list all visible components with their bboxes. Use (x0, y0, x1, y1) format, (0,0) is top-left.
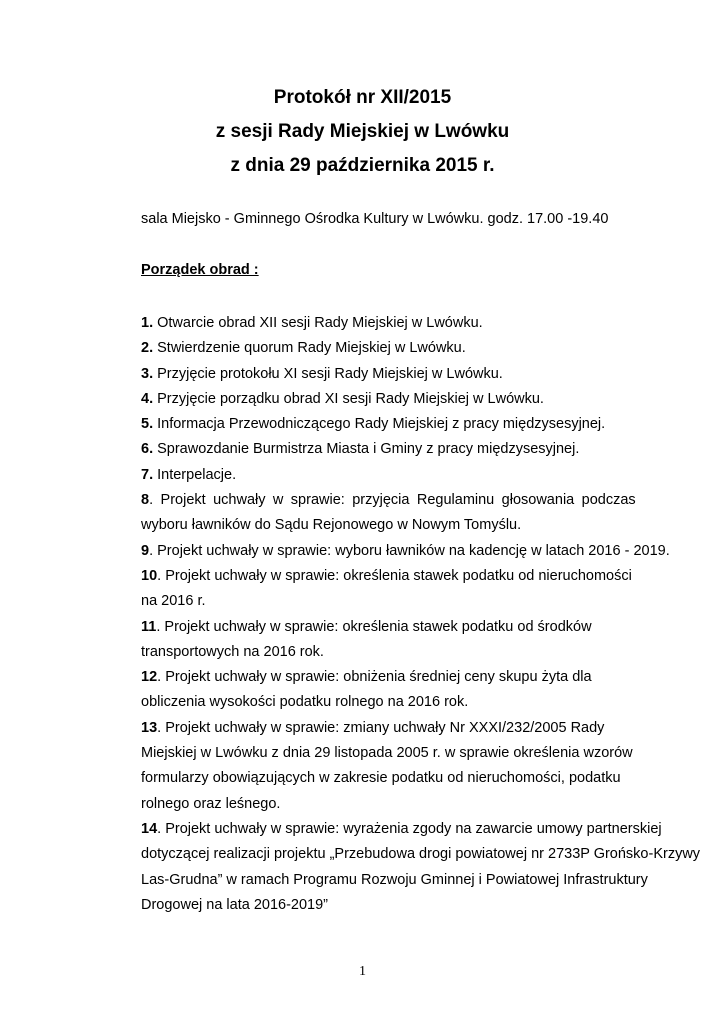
agenda-item-text: Stwierdzenie quorum Rady Miejskiej w Lwówku. (153, 340, 466, 357)
agenda-item-first-line (141, 336, 711, 361)
agenda-item-number: 11 (141, 618, 157, 635)
agenda-item-number: 4. (141, 390, 154, 407)
agenda-item-text: Interpelacje. (153, 466, 237, 483)
agenda-item-continuation-line (141, 893, 711, 918)
agenda-item (141, 437, 711, 462)
agenda-item-text: Drogowej na lata 2016-2019” (141, 896, 329, 913)
agenda-item-text: . Projekt uchwały w sprawie: określenia stawek podatku od nieruchomości (157, 567, 632, 584)
agenda-item-first-line (141, 412, 711, 437)
agenda-item-text: na 2016 r. (141, 593, 206, 610)
agenda-item-text: Przyjęcie porządku obrad XI sesji Rady Miejskiej w Lwówku. (153, 390, 544, 407)
title-line-3: z dnia 29 października 2015 r. (230, 155, 495, 176)
agenda-item (141, 665, 711, 716)
agenda-item-first-line (141, 437, 711, 462)
agenda-item-text: . Projekt uchwały w sprawie: przyjęcia Regulaminu głosowania podczas (149, 492, 636, 509)
agenda-item-continuation-line (141, 741, 711, 766)
agenda-item-continuation-line (141, 513, 711, 538)
agenda-item-first-line (141, 665, 711, 690)
agenda-item-first-line (141, 539, 711, 564)
agenda-item (141, 336, 711, 361)
agenda-item-number: 12 (141, 669, 158, 686)
agenda-item-text: formularzy obowiązujących w zakresie podatku od nieruchomości, podatku (141, 770, 621, 787)
agenda-item (141, 311, 711, 336)
agenda-item-text: wyboru ławników do Sądu Rejonowego w Nowym Tomyślu. (141, 517, 522, 534)
agenda-item (141, 564, 711, 615)
agenda-item-text: . Projekt uchwały w sprawie: zmiany uchwały Nr XXXI/232/2005 Rady (157, 719, 605, 736)
agenda-item (141, 716, 711, 817)
agenda-item (141, 362, 711, 387)
agenda-item-first-line (141, 362, 711, 387)
agenda-item (141, 387, 711, 412)
agenda-item (141, 488, 711, 539)
agenda-item-number: 5. (141, 416, 154, 433)
agenda-item-number: 7. (141, 466, 154, 483)
title-line-1: Protokół nr XII/2015 (273, 87, 452, 108)
agenda-item-continuation-line (141, 868, 711, 893)
agenda-item (141, 463, 711, 488)
agenda-item-number: 13 (141, 719, 158, 736)
agenda-item-text: transportowych na 2016 rok. (141, 643, 324, 660)
agenda-item-number: 8 (141, 492, 150, 509)
agenda-item-text: Sprawozdanie Burmistrza Miasta i Gminy z pracy międzysesyjnej. (153, 441, 580, 458)
agenda-item-number: 6. (141, 441, 154, 458)
agenda-item-text: . Projekt uchwały w sprawie: wyboru ławników na kadencję w latach 2016 - 2019. (149, 542, 670, 559)
session-venue: sala Miejsko - Gminnego Ośrodka Kultury w Lwówku. godz. 17.00 -19.40 (141, 211, 609, 227)
agenda-item-number: 3. (141, 365, 154, 382)
agenda-item-first-line (141, 615, 711, 640)
agenda-item-text: . Projekt uchwały w sprawie: obniżenia średniej ceny skupu żyta dla (157, 669, 592, 686)
agenda-item-continuation-line (141, 589, 711, 614)
agenda-item (141, 615, 711, 666)
agenda-item-number: 10 (141, 567, 158, 584)
agenda-item-text: Miejskiej w Lwówku z dnia 29 listopada 2005 r. w sprawie określenia wzorów (141, 745, 633, 762)
agenda-item-first-line (141, 716, 711, 741)
agenda-item-first-line (141, 817, 711, 842)
agenda-item-text: Las-Grudna” w ramach Programu Rozwoju Gminnej i Powiatowej Infrastruktury (141, 871, 648, 888)
agenda-item-continuation-line (141, 792, 711, 817)
agenda-item (141, 539, 711, 564)
agenda-heading: Porządek obrad : (141, 262, 259, 278)
agenda-item-text: obliczenia wysokości podatku rolnego na 2016 rok. (141, 694, 469, 711)
agenda-item-continuation-line (141, 766, 711, 791)
agenda-list (141, 311, 711, 918)
page-number: 1 (359, 964, 366, 979)
agenda-item-first-line (141, 311, 711, 336)
agenda-item-first-line (141, 387, 711, 412)
title-line-2: z sesji Rady Miejskiej w Lwówku (215, 121, 510, 142)
agenda-item-number: 1. (141, 315, 154, 331)
agenda-item-text: rolnego oraz leśnego. (141, 795, 281, 812)
agenda-item-first-line (141, 488, 711, 513)
agenda-item-number: 9 (141, 542, 150, 559)
agenda-item-first-line (141, 463, 711, 488)
agenda-item-text: . Projekt uchwały w sprawie: określenia stawek podatku od środków (156, 618, 592, 635)
agenda-item-text: Otwarcie obrad XII sesji Rady Miejskiej w Lwówku. (153, 315, 483, 331)
agenda-item-continuation-line (141, 842, 711, 867)
agenda-item-text: Informacja Przewodniczącego Rady Miejskiej z pracy międzysesyjnej. (153, 416, 606, 433)
agenda-item (141, 817, 711, 918)
agenda-item-number: 2. (141, 340, 154, 357)
agenda-item-text: dotyczącej realizacji projektu „Przebudowa drogi powiatowej nr 2733P Grońsko-Krzywy (141, 846, 701, 863)
agenda-item-number: 14 (141, 820, 158, 837)
agenda-item-continuation-line (141, 690, 711, 715)
agenda-item-first-line (141, 564, 711, 589)
agenda-item-text: Przyjęcie protokołu XI sesji Rady Miejskiej w Lwówku. (153, 365, 503, 382)
agenda-item-text: . Projekt uchwały w sprawie: wyrażenia zgody na zawarcie umowy partnerskiej (157, 820, 662, 837)
agenda-item (141, 412, 711, 437)
agenda-item-continuation-line (141, 640, 711, 665)
